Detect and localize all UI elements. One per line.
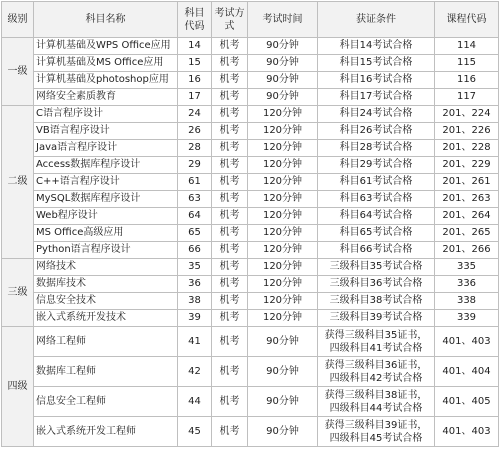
exam-mode: 机考 [212,417,248,447]
condition: 科目26考试合格 [318,123,435,140]
table-row [2,387,499,417]
subject-code: 64 [178,208,212,225]
table-row [2,276,499,293]
subject-code: 41 [178,327,212,357]
exam-mode: 机考 [212,72,248,89]
table-row [2,174,499,191]
table-body [2,38,499,447]
exam-time: 120分钟 [248,310,318,327]
course-code: 336 [435,276,499,293]
exam-mode: 机考 [212,293,248,310]
table-row [2,357,499,387]
table-row [2,72,499,89]
exam-time: 120分钟 [248,123,318,140]
course-code: 401、403 [435,327,499,357]
course-code: 201、266 [435,242,499,259]
subject-code: 44 [178,387,212,417]
exam-time: 120分钟 [248,208,318,225]
course-code: 201、229 [435,157,499,174]
course-code: 201、224 [435,106,499,123]
subject-name: 网络技术 [34,259,178,276]
subject-code: 36 [178,276,212,293]
table-row [2,140,499,157]
subject-name: 嵌入式系统开发工程师 [34,417,178,447]
exam-mode: 机考 [212,208,248,225]
exam-mode: 机考 [212,225,248,242]
subject-name: 计算机基础及WPS Office应用 [34,38,178,55]
subject-name: 信息安全工程师 [34,387,178,417]
subject-name: C语言程序设计 [34,106,178,123]
subject-name: 嵌入式系统开发技术 [34,310,178,327]
condition: 科目15考试合格 [318,55,435,72]
condition: 科目17考试合格 [318,89,435,106]
subject-name: 计算机基础及MS Office应用 [34,55,178,72]
subject-name: MS Office高级应用 [34,225,178,242]
exam-time: 90分钟 [248,89,318,106]
table-row [2,89,499,106]
table-row [2,208,499,225]
table-row [2,417,499,447]
subject-code: 45 [178,417,212,447]
exam-subjects-table [1,1,499,447]
exam-mode: 机考 [212,276,248,293]
exam-mode: 机考 [212,387,248,417]
course-code: 116 [435,72,499,89]
exam-mode: 机考 [212,327,248,357]
condition: 科目63考试合格 [318,191,435,208]
exam-time: 90分钟 [248,417,318,447]
header-subject-name: 科目名称 [34,2,178,38]
exam-mode: 机考 [212,123,248,140]
condition: 科目29考试合格 [318,157,435,174]
course-code: 201、261 [435,174,499,191]
subject-code: 14 [178,38,212,55]
header-exam-mode: 考试方式 [212,2,248,38]
header-condition: 获证条件 [318,2,435,38]
table-row [2,310,499,327]
course-code: 335 [435,259,499,276]
subject-name: Java语言程序设计 [34,140,178,157]
header-subject-code: 科目代码 [178,2,212,38]
course-code: 201、263 [435,191,499,208]
header-level: 级别 [2,2,34,38]
table-row [2,191,499,208]
condition: 科目16考试合格 [318,72,435,89]
subject-name: VB语言程序设计 [34,123,178,140]
exam-time: 120分钟 [248,276,318,293]
exam-time: 90分钟 [248,387,318,417]
exam-time: 120分钟 [248,106,318,123]
subject-code: 61 [178,174,212,191]
condition: 科目66考试合格 [318,242,435,259]
subject-code: 35 [178,259,212,276]
exam-mode: 机考 [212,89,248,106]
exam-time: 120分钟 [248,293,318,310]
subject-code: 26 [178,123,212,140]
course-code: 338 [435,293,499,310]
exam-mode: 机考 [212,157,248,174]
condition: 科目28考试合格 [318,140,435,157]
condition: 科目24考试合格 [318,106,435,123]
course-code: 201、228 [435,140,499,157]
course-code: 201、226 [435,123,499,140]
subject-code: 39 [178,310,212,327]
subject-code: 28 [178,140,212,157]
condition: 三级科目38考试合格 [318,293,435,310]
table-row [2,225,499,242]
subject-name: 数据库工程师 [34,357,178,387]
header-row [2,2,499,38]
level-cell: 二级 [2,106,34,259]
course-code: 401、405 [435,387,499,417]
table-row [2,123,499,140]
subject-code: 65 [178,225,212,242]
exam-mode: 机考 [212,55,248,72]
subject-code: 42 [178,357,212,387]
subject-name: 计算机基础及photoshop应用 [34,72,178,89]
condition: 三级科目35考试合格 [318,259,435,276]
exam-time: 90分钟 [248,55,318,72]
exam-time: 90分钟 [248,327,318,357]
subject-code: 29 [178,157,212,174]
table-row [2,293,499,310]
condition: 获得三级科目39证书，四级科目45考试合格 [318,417,435,447]
course-code: 117 [435,89,499,106]
condition: 科目65考试合格 [318,225,435,242]
level-cell: 一级 [2,38,34,106]
condition: 获得三级科目38证书，四级科目44考试合格 [318,387,435,417]
subject-code: 66 [178,242,212,259]
header-course-code: 课程代码 [435,2,499,38]
table-row [2,106,499,123]
exam-time: 120分钟 [248,157,318,174]
condition: 科目61考试合格 [318,174,435,191]
subject-code: 16 [178,72,212,89]
table-row [2,259,499,276]
table-row [2,38,499,55]
exam-time: 90分钟 [248,38,318,55]
exam-time: 120分钟 [248,225,318,242]
level-cell: 三级 [2,259,34,327]
course-code: 401、404 [435,357,499,387]
subject-name: 网络安全素质教育 [34,89,178,106]
subject-code: 38 [178,293,212,310]
exam-mode: 机考 [212,38,248,55]
subject-name: Python语言程序设计 [34,242,178,259]
subject-name: 网络工程师 [34,327,178,357]
subject-name: C++语言程序设计 [34,174,178,191]
exam-time: 120分钟 [248,242,318,259]
subject-code: 63 [178,191,212,208]
condition: 科目64考试合格 [318,208,435,225]
course-code: 401、403 [435,417,499,447]
subject-name: 信息安全技术 [34,293,178,310]
course-code: 339 [435,310,499,327]
level-cell: 四级 [2,327,34,447]
condition: 三级科目39考试合格 [318,310,435,327]
exam-time: 90分钟 [248,72,318,89]
table-row [2,242,499,259]
exam-mode: 机考 [212,310,248,327]
exam-mode: 机考 [212,191,248,208]
course-code: 201、264 [435,208,499,225]
subject-name: Access数据库程序设计 [34,157,178,174]
subject-code: 15 [178,55,212,72]
condition: 科目14考试合格 [318,38,435,55]
table-row [2,327,499,357]
subject-name: MySQL数据库程序设计 [34,191,178,208]
table-row [2,157,499,174]
exam-mode: 机考 [212,140,248,157]
subject-name: Web程序设计 [34,208,178,225]
subject-code: 24 [178,106,212,123]
exam-mode: 机考 [212,357,248,387]
condition: 获得三级科目35证书，四级科目41考试合格 [318,327,435,357]
exam-time: 120分钟 [248,191,318,208]
exam-mode: 机考 [212,106,248,123]
course-code: 201、265 [435,225,499,242]
condition: 三级科目36考试合格 [318,276,435,293]
condition: 获得三级科目36证书，四级科目42考试合格 [318,357,435,387]
subject-code: 17 [178,89,212,106]
exam-mode: 机考 [212,174,248,191]
exam-time: 120分钟 [248,140,318,157]
course-code: 114 [435,38,499,55]
exam-mode: 机考 [212,242,248,259]
exam-mode: 机考 [212,259,248,276]
header-exam-time: 考试时间 [248,2,318,38]
exam-time: 90分钟 [248,357,318,387]
exam-time: 120分钟 [248,174,318,191]
subject-name: 数据库技术 [34,276,178,293]
course-code: 115 [435,55,499,72]
table-row [2,55,499,72]
exam-time: 120分钟 [248,259,318,276]
